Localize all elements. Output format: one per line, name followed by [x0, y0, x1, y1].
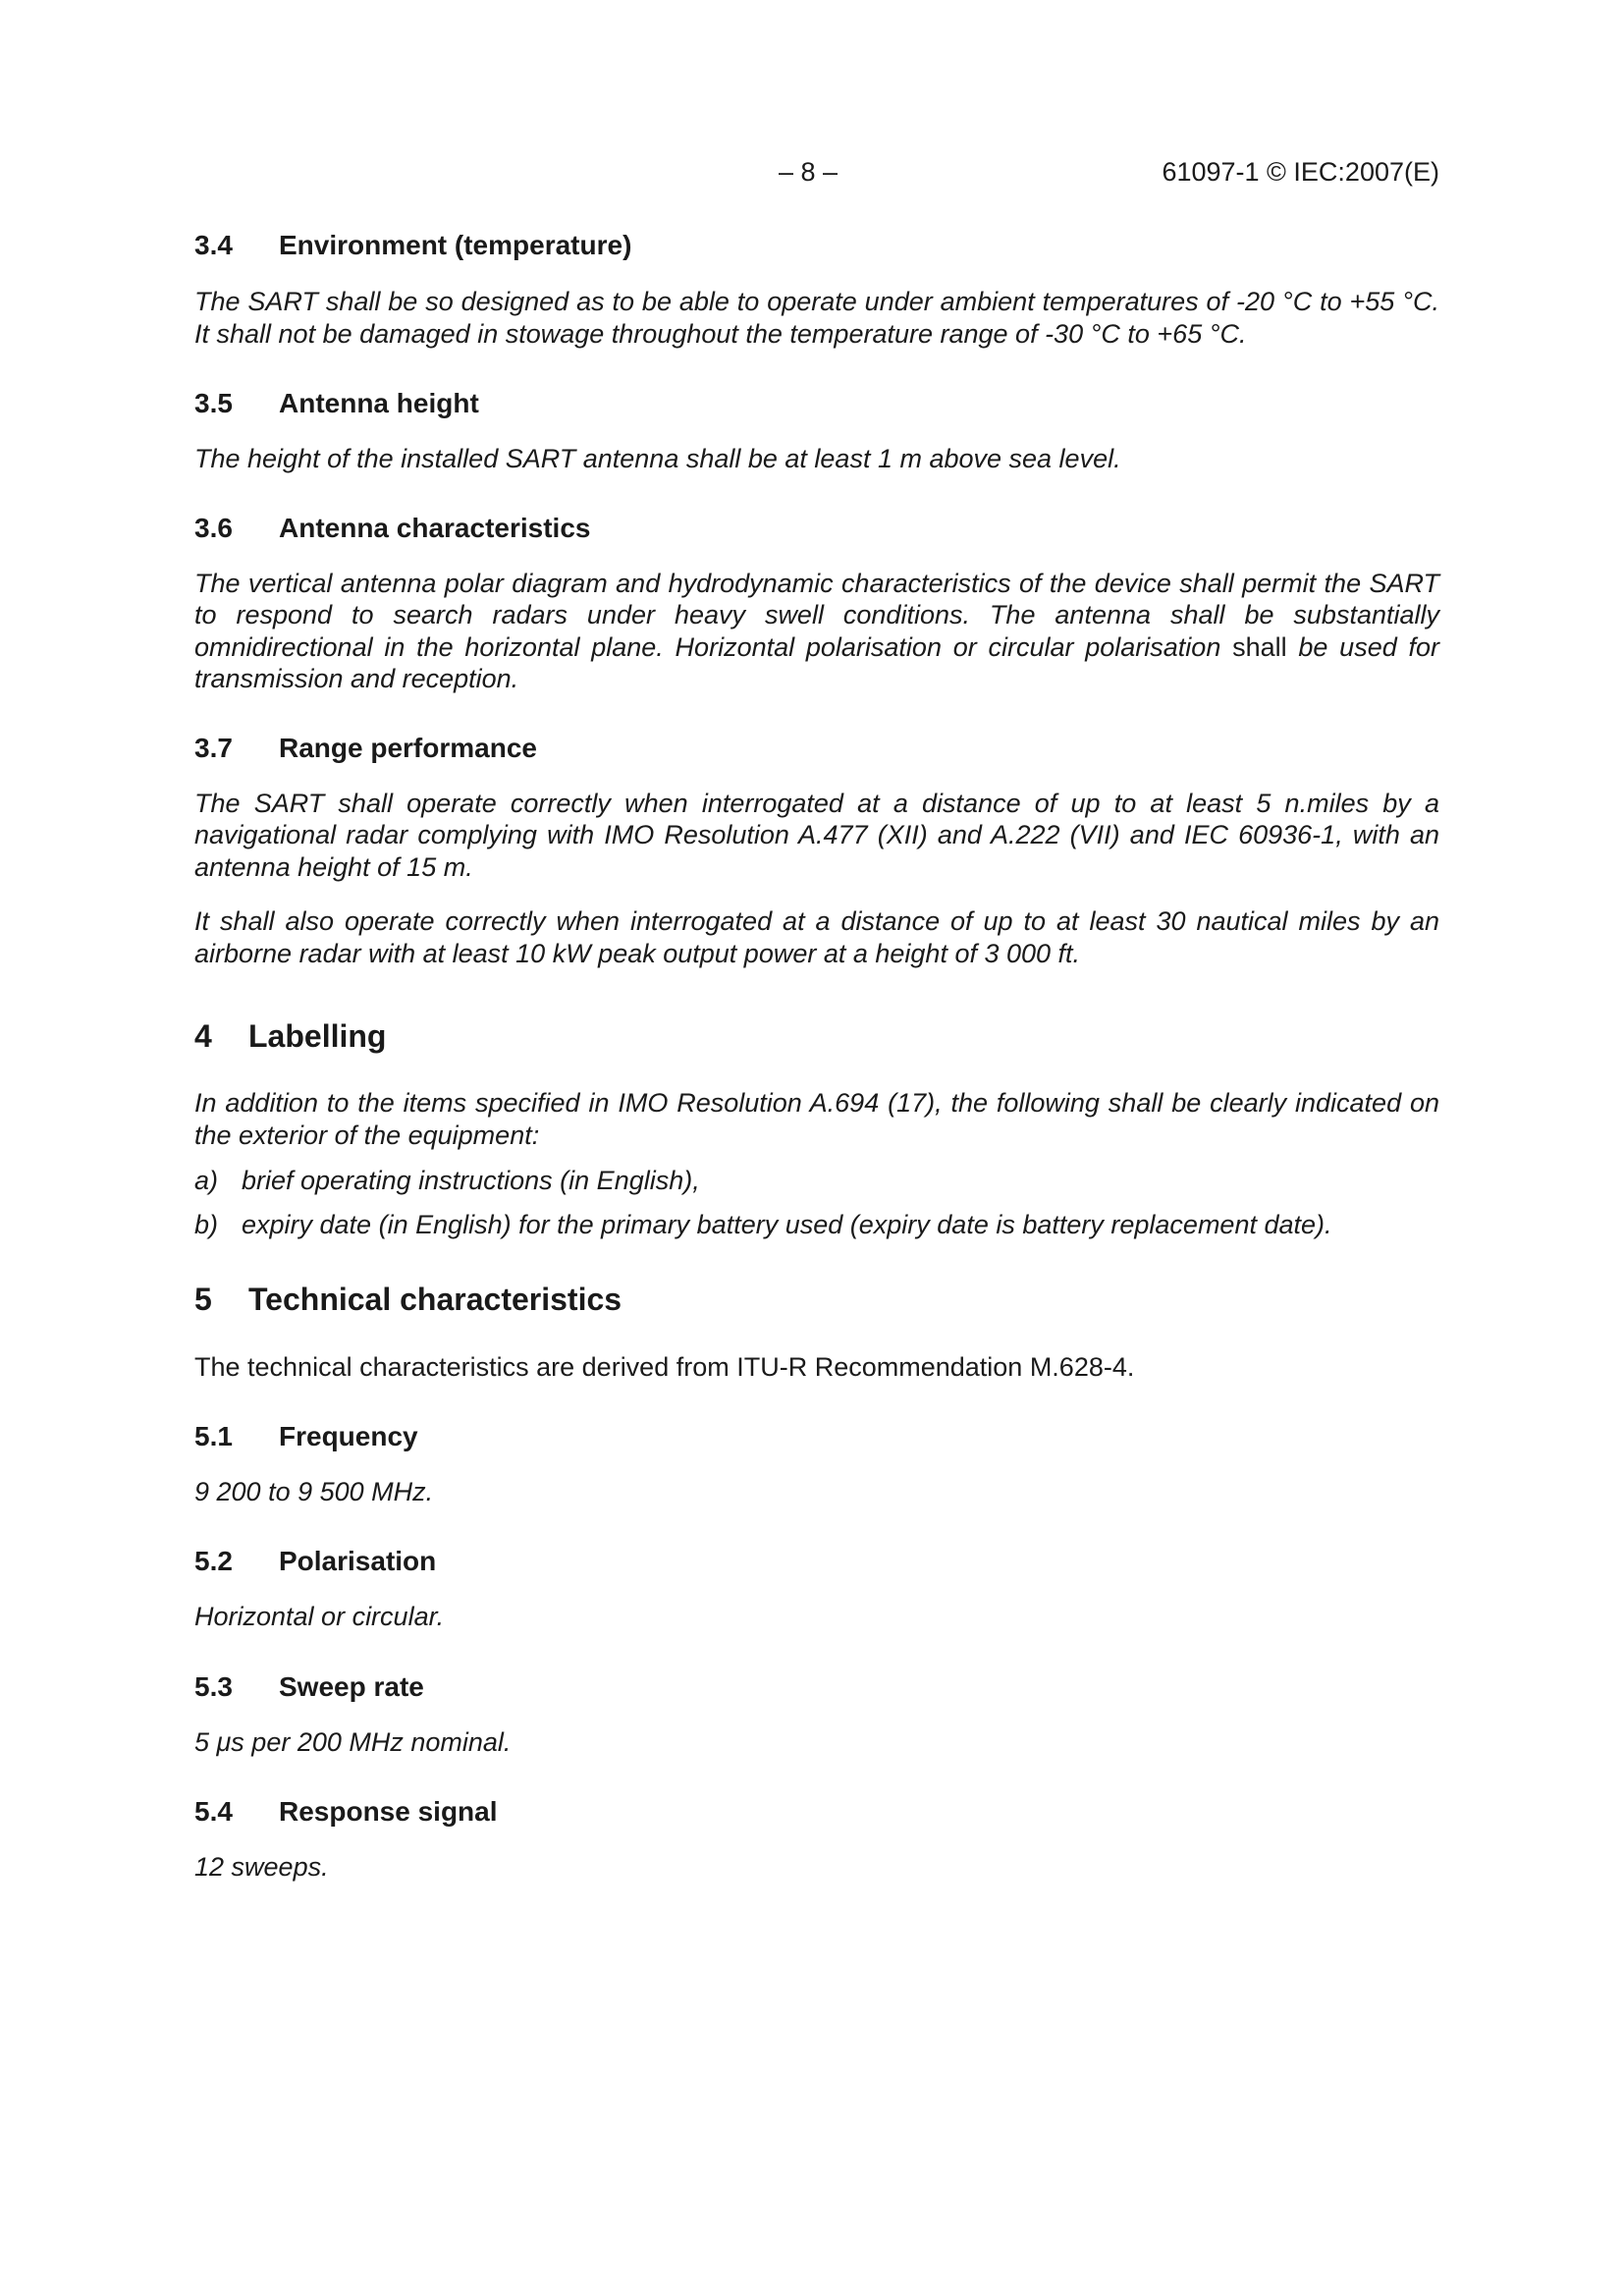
section-number: 3.7 — [194, 732, 233, 763]
section-title: Polarisation — [279, 1546, 437, 1576]
section-paragraph: The height of the installed SART antenna shall be at least 1 m above sea level. — [194, 444, 1121, 473]
chapter-title: Labelling — [248, 1018, 387, 1054]
section-title: Environment (temperature) — [279, 230, 632, 260]
list-item — [194, 1165, 1439, 1197]
section-paragraph: In addition to the items specified in IMO Resolution A.694 (17), the following shall be clearly indicated on the exterior of the equipment: — [194, 1088, 1439, 1150]
paragraph-plain-text: shall — [1220, 631, 1299, 662]
section-paragraph: 5 μs per 200 MHz nominal. — [194, 1726, 512, 1757]
section-number: 3.5 — [194, 388, 233, 418]
section-paragraph: The technical characteristics are derived from ITU-R Recommendation M.628-4. — [194, 1352, 1135, 1382]
section-number: 3.6 — [194, 512, 233, 543]
chapter-number: 5 — [194, 1282, 212, 1317]
section-title: Sweep rate — [279, 1670, 424, 1702]
paragraph-italic-text-end: be used for transmission and reception. — [194, 631, 1439, 693]
section-heading-3-5 — [194, 386, 1439, 421]
page-header — [194, 157, 1439, 196]
section-number: 5.4 — [194, 1796, 233, 1827]
section-number: 5.1 — [194, 1420, 233, 1451]
section-title: Range performance — [279, 732, 537, 763]
section-heading-3-4 — [194, 228, 1439, 263]
section-paragraph: Horizontal or circular. — [194, 1602, 445, 1631]
section-heading-5-3 — [194, 1669, 1439, 1705]
chapter-number: 4 — [194, 1018, 212, 1054]
document-body — [194, 228, 1439, 1884]
section-heading-5-4 — [194, 1794, 1439, 1830]
list-marker: b) — [194, 1209, 219, 1239]
section-title: Frequency — [279, 1420, 418, 1451]
section-paragraph: It shall also operate correctly when interrogated at a distance of up to at least 30 nautical miles by an airborne radar with at least 10 kW peak output power at a height of 3 000 ft. — [194, 906, 1439, 968]
document-reference: 61097-1 © IEC:2007(E) — [1162, 157, 1439, 187]
section-heading-3-7 — [194, 731, 1439, 766]
section-paragraph: The SART shall operate correctly when interrogated at a distance of up to at least 5 n.miles by a navigational radar complying with IMO Resolution A.477 (XII) and A.222 (VII) and IEC 60936-1, with an antenna height of 15 m. — [194, 788, 1439, 882]
chapter-title: Technical characteristics — [248, 1282, 622, 1317]
list-item-text: brief operating instructions (in English), — [242, 1166, 700, 1195]
chapter-heading-5 — [194, 1280, 1439, 1319]
section-heading-3-6 — [194, 511, 1439, 546]
section-number: 5.3 — [194, 1670, 233, 1702]
chapter-heading-4 — [194, 1016, 1439, 1056]
section-paragraph: 9 200 to 9 500 MHz. — [194, 1476, 434, 1506]
list-item — [194, 1209, 1439, 1241]
section-paragraph — [194, 568, 1439, 695]
paragraph-italic-text: The vertical antenna polar diagram and hydrodynamic characteristics of the device shall permit the SART to respond to search radars under heavy swell conditions. The antenna shall be substantially omnidirectional in the horizontal plane. Horizontal polarisation or circular polarisation — [194, 568, 1439, 662]
section-number: 5.2 — [194, 1546, 233, 1576]
list-item-text: expiry date (in English) for the primary battery used (expiry date is battery replacement date). — [242, 1209, 1332, 1239]
section-title: Antenna height — [279, 388, 479, 418]
section-title: Response signal — [279, 1796, 498, 1827]
section-heading-5-2 — [194, 1544, 1439, 1579]
section-paragraph: 12 sweeps. — [194, 1852, 329, 1882]
page-number: – 8 – — [779, 157, 839, 187]
section-paragraph: The SART shall be so designed as to be able to operate under ambient temperatures of -20 °C to +55 °C. It shall not be damaged in stowage throughout the temperature range of -30 °C to +65 °C. — [194, 287, 1439, 349]
section-heading-5-1 — [194, 1419, 1439, 1454]
section-title: Antenna characteristics — [279, 512, 591, 543]
list-marker: a) — [194, 1166, 219, 1195]
section-number: 3.4 — [194, 230, 233, 260]
